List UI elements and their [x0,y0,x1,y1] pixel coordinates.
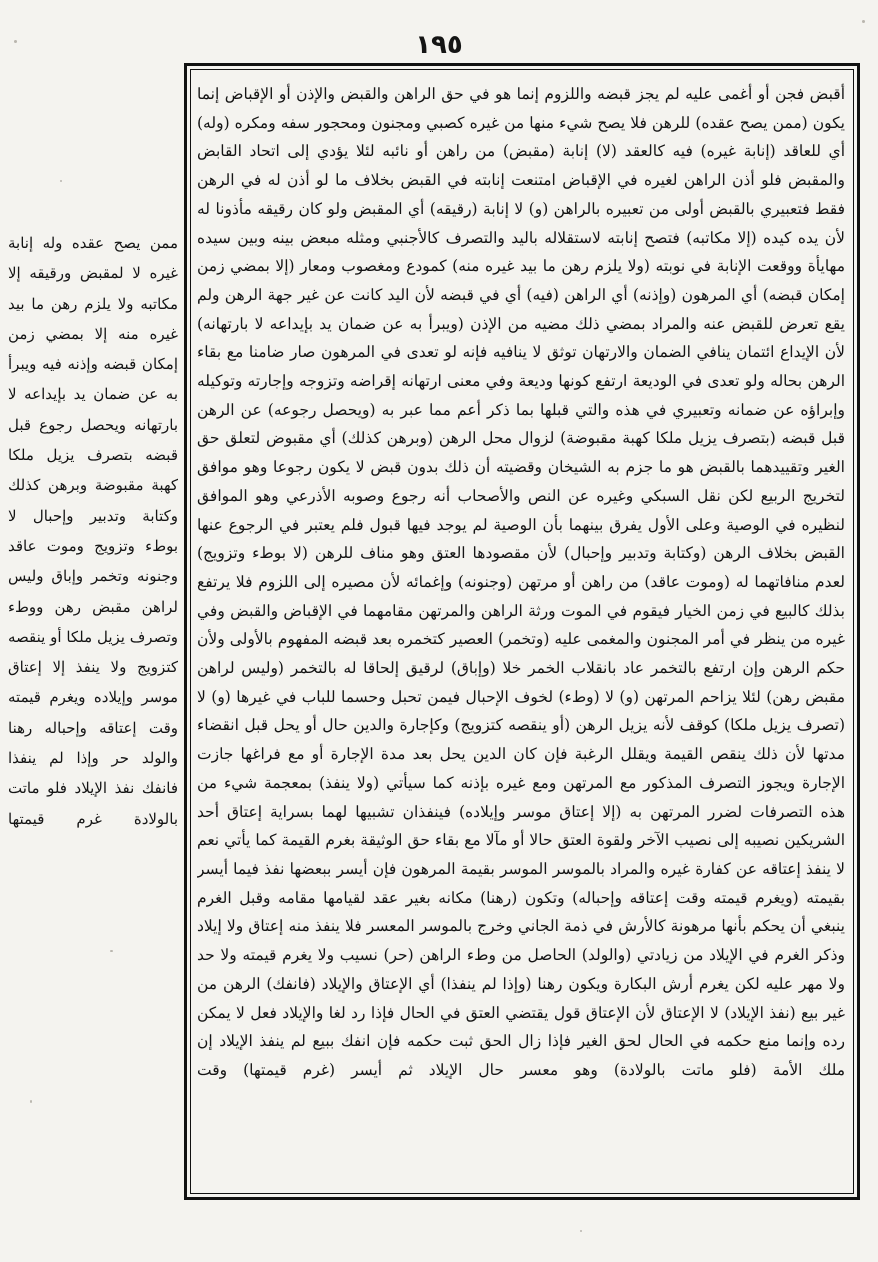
scan-speck [30,1100,32,1103]
margin-matn-text-block [8,228,178,828]
scan-speck [60,180,62,182]
scan-speck [862,20,865,23]
margin-matn-paragraph: ممن يصح عقده وله إنابة غيره لا لمقبض ورقيقه إلا مكاتبه ولا يلزم رهن ما بيد غيره منه إلا بمضي زمن إمكان قبضه وإذنه فيه ويبرأ به عن ضمان يد بإيداعه لا بارتهانه ويحصل رجوع قبل قبضه بتصرف يزيل ملكا كهبة مقبوضة وبرهن كذلك وكتابة وتدبير وإحبال لا بوطء وتزويج وموت عاقد وجنونه وتخمر وإباق وليس لراهن مقبض رهن ووطء وتصرف يزيل ملكا أو ينقصه كتزويج ولا ينفذ إلا إعتاق موسر وإيلاده ويغرم قيمته وقت إعتاقه وإحباله رهنا والولد حر وإذا لم ينفذا فانفك نفذ الإيلاد فلو ماتت بالولادة غرم قيمتها [8,234,178,828]
commentary-paragraph: أقبض فجن أو أغمى عليه لم يجز قبضه واللزوم إنما هو في حق الراهن والقبض والإذن أو الإقباض إنما يكون (ممن يصح عقده) للرهن فلا يصح شيء منها من غيره كصبي ومجنون ومحجور سفه ومكره (وله) أي للعاقد (إنابة غيره) فيه كالعقد (لا) إنابة (مقبض) من راهن أو نائبه لئلا يؤدي إلى اتحاد القابض والمقبض فلو أذن الراهن لغيره في الإقباض امتنعت إنابته في القبض بخلاف ما لو أذن له في الرهن فقط فتعبيري بالقبض أولى من تعبيره بالراهن (و) لا إنابة (رقيقه) أي المقبض ولو كان رقيقه مأذونا له لأن يده كيده (إلا مكاتبه) فتصح إنابته لاستقلاله باليد والتصرف كالأجنبي ومثله مبعض بينه وبين سيده مهايأة ووقعت الإنابة في نوبته (ولا يلزم رهن ما بيد غيره منه) كمودع ومغصوب ومعار (إلا بمضي زمن إمكان قبضه) أي المرهون (وإذنه) أي الراهن (فيه) أي في قبضه لأن اليد كانت عن غير جهة الرهن ولم يقع تعرض للقبض عنه والمراد بمضي ذلك مضيه من الإذن (ويبرأ به عن ضمان يد بإيداعه لا بارتهانه) لأن الإيداع ائتمان ينافي الضمان والارتهان توثق لا ينافيه فإنه لو تعدى في المرهون صار ضامنا مع بقاء الرهن بحاله ولو تعدى في الوديعة ارتفع كونها وديعة وفي معنى ارتهانه إقراضه وتزوجه وإجارته وتوكيله وإبراؤه عن ضمانه وتعبيري في هذه والتي قبلها بما ذكر أعم مما عبر به (ويحصل رجوعه) عن الرهن قبل قبضه (بتصرف يزيل ملكا كهبة مقبوضة) لزوال محل الرهن (وبرهن كذلك) أي مقبوض لتعلق حق الغير وتقييدهما بالقبض هو ما جزم به الشيخان وقضيته أن ذلك بدون قبض لا يكون رجوعا وهو موافق لتخريج الربيع لكن نقل السبكي وغيره عن النص والأصحاب أنه رجوع وصوبه الأذرعي وهو الموافق لنظيره في الوصية وعلى الأول يفرق بينهما بأن الوصية لم يوجد فيها قبول فلم يعتبر في الرجوع عنها القبض بخلاف الرهن (وكتابة وتدبير وإحبال) لأن مقصودها العتق وهو مناف للرهن (لا بوطء وتزويج) لعدم منافاتهما له (وموت عاقد) من راهن أو مرتهن (وجنونه) وإغمائه لأن مصيره إلى اللزوم فلا يرتفع بذلك كالبيع في زمن الخيار فيقوم في الموت ورثة الراهن والمرتهن مقامهما في الإقباض والقبض وفي غيره من ينظر في أمر المجنون والمغمى عليه (وتخمر) العصير كتخمره بعد قبضه المفهوم بالأولى ولأن حكم الرهن وإن ارتفع بالتخمر عاد بانقلاب الخمر خلا (وإباق) لرقيق إلحاقا له بالتخمر (وليس لراهن مقبض رهن) لئلا يزاحم المرتهن (و) لا (وطء) لخوف الإحبال فيمن تحبل وحسما للباب في غيرها (و) لا (تصرف يزيل ملكا) كوقف لأنه يزيل الرهن (أو ينقصه كتزويج) وكإجارة والدين حال أو يحل قبل انقضاء مدتها لأن ذلك ينقص القيمة ويقلل الرغبة فإن كان الدين يحل بعد مدة الإجارة أو مع فراغها جازت الإجارة ويجوز التصرف المذكور مع المرتهن ومع غيره بإذنه كما سيأتي (ولا ينفذ) بمعجمة شيء من هذه التصرفات لضرر المرتهن به (إلا إعتاق موسر وإيلاده) فينفذان تشبيها لهما بسراية إعتاق أحد الشريكين نصيبه إلى نصيب الآخر ولقوة العتق حالا أو مآلا مع بقاء حق الوثيقة بغرم القيمة كما يأتي نعم لا ينفذ إعتاقه عن كفارة غيره والمراد بالموسر الموسر بقيمة المرهون فإن أيسر ببعضها نفذ فيما أيسر بقيمته (ويغرم قيمته وقت إعتاقه وإحباله) وتكون (رهنا) مكانه بغير عقد لقيامها مقامه وقبل الغرم ينبغي أن يحكم بأنها مرهونة كالأرش في ذمة الجاني وخرج بالموسر المعسر فلا ينفذ منه إعتاق ولا إيلاد وذكر الغرم في الإيلاد من زيادتي (والولد) الحاصل من وطء الراهن (حر) نسيب ولا يغرم قيمته ولا حد ولا مهر عليه لكن يغرم أرش البكارة ويكون رهنا (وإذا لم ينفذا) أي الإعتاق والإيلاد (فانفك) الرهن من غير بيع (نفذ الإيلاد) لا الإعتاق لأن الإعتاق قول يقتضي العتق في الحال فإذا رد لغا والإيلاد فعل لا يمكن رده وإنما منع حكمه في الحال لحق الغير فإذا زال الحق ثبت حكمه فإن انفك ببيع لم ينفذ الإيلاد إن ملك الأمة (فلو ماتت بالولادة) وهو معسر حال الإيلاد ثم أيسر (غرم قيمتها) وقت [197,85,845,1079]
scan-speck [110,950,113,952]
commentary-text-block [197,80,845,1188]
scan-speck [580,1230,582,1232]
scan-speck [14,40,17,43]
page-number: ١٩٥ [415,30,463,60]
